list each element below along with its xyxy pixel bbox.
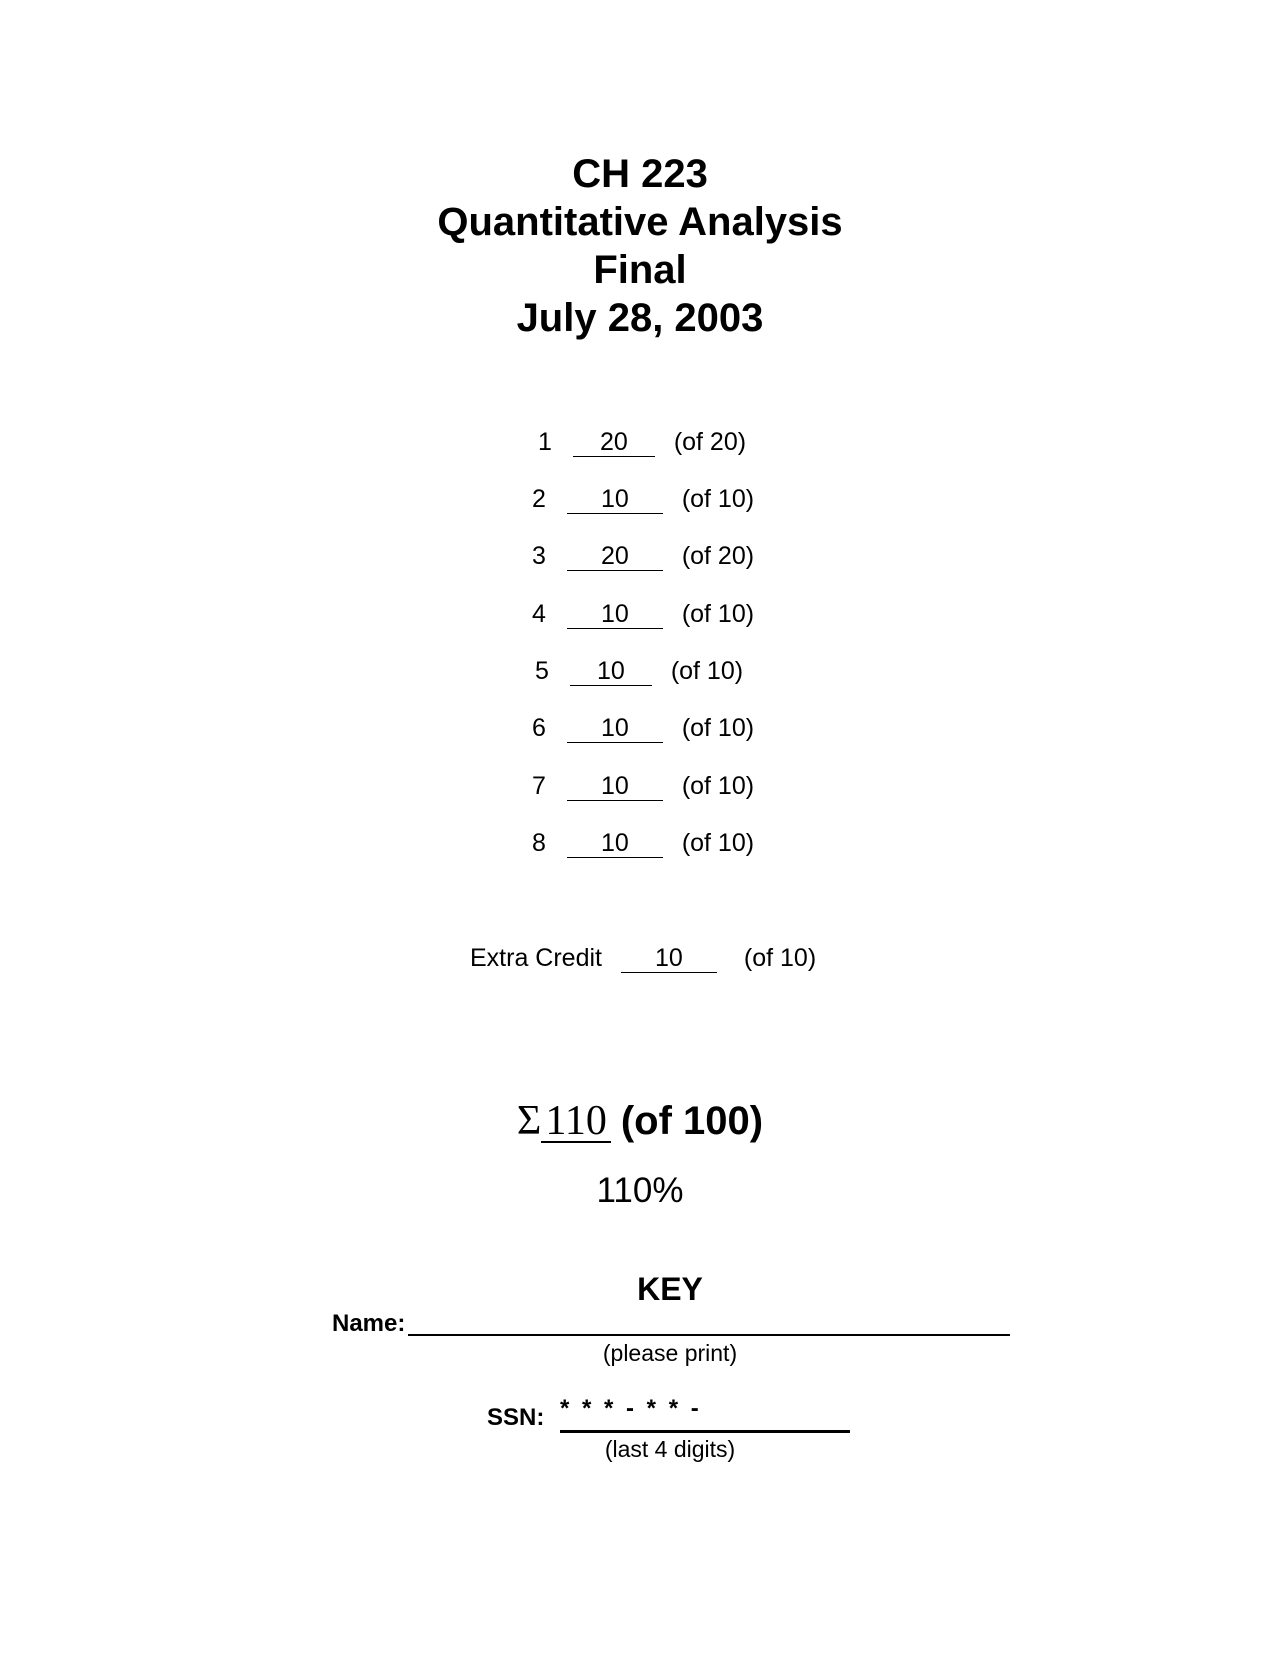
score-max: (of 10) bbox=[681, 485, 755, 513]
total-percent: 110% bbox=[596, 1171, 684, 1210]
total-score: 110 bbox=[541, 1101, 610, 1143]
score-value: 10 bbox=[655, 944, 683, 972]
score-value: 10 bbox=[596, 657, 625, 685]
total-row bbox=[0, 1096, 1280, 1146]
key-label: KEY bbox=[637, 1271, 703, 1307]
name-field[interactable] bbox=[408, 1334, 1010, 1336]
score-blank bbox=[567, 829, 663, 858]
score-row-2 bbox=[532, 484, 754, 514]
score-max: (of 10) bbox=[681, 600, 755, 628]
score-row-3 bbox=[532, 541, 754, 571]
score-max: (of 10) bbox=[681, 772, 755, 800]
exam-title-block bbox=[0, 150, 1280, 342]
ssn-hint: (last 4 digits) bbox=[604, 1436, 736, 1462]
score-max: (of 20) bbox=[681, 542, 755, 570]
score-blank bbox=[621, 944, 717, 973]
name-hint: (please print) bbox=[602, 1340, 738, 1366]
score-row-5 bbox=[535, 656, 743, 686]
extra-credit-row bbox=[470, 943, 816, 973]
score-blank bbox=[573, 428, 655, 457]
ssn-field[interactable] bbox=[560, 1430, 850, 1433]
score-value: 20 bbox=[600, 542, 629, 570]
score-max: (of 10) bbox=[670, 657, 744, 685]
score-value: 10 bbox=[600, 829, 629, 857]
score-value: 20 bbox=[599, 428, 628, 456]
course-code: CH 223 bbox=[572, 152, 708, 196]
question-number: 1 bbox=[538, 428, 552, 456]
score-value: 10 bbox=[600, 772, 629, 800]
score-blank bbox=[567, 542, 663, 571]
sigma-symbol: Σ bbox=[516, 1098, 542, 1144]
score-row-4 bbox=[532, 599, 754, 629]
score-blank bbox=[567, 772, 663, 801]
ssn-value: * * * - * * - bbox=[560, 1395, 702, 1422]
score-row-8 bbox=[532, 828, 754, 858]
question-number: 6 bbox=[532, 714, 546, 742]
question-number: 7 bbox=[532, 772, 546, 800]
score-max: (of 10) bbox=[743, 944, 817, 972]
exam-type: Final bbox=[593, 248, 687, 292]
total-max: (of 100) bbox=[620, 1099, 764, 1143]
score-blank bbox=[567, 485, 663, 514]
question-number: 2 bbox=[532, 485, 546, 513]
score-value: 10 bbox=[600, 485, 629, 513]
extra-credit-label: Extra Credit bbox=[470, 944, 602, 972]
question-number: 5 bbox=[535, 657, 549, 685]
score-value: 10 bbox=[600, 714, 629, 742]
score-value: 10 bbox=[600, 600, 629, 628]
score-row-1 bbox=[538, 427, 746, 457]
score-blank bbox=[567, 714, 663, 743]
exam-date: July 28, 2003 bbox=[516, 296, 764, 340]
question-number: 3 bbox=[532, 542, 546, 570]
score-blank bbox=[570, 657, 652, 686]
ssn-label: SSN: bbox=[487, 1404, 545, 1431]
score-max: (of 10) bbox=[681, 829, 755, 857]
score-row-6 bbox=[532, 713, 754, 743]
score-row-7 bbox=[532, 771, 754, 801]
question-number: 4 bbox=[532, 600, 546, 628]
name-label: Name: bbox=[332, 1310, 406, 1337]
score-max: (of 10) bbox=[681, 714, 755, 742]
score-max: (of 20) bbox=[673, 428, 747, 456]
course-subject: Quantitative Analysis bbox=[437, 200, 843, 244]
score-blank bbox=[567, 600, 663, 629]
question-number: 8 bbox=[532, 829, 546, 857]
